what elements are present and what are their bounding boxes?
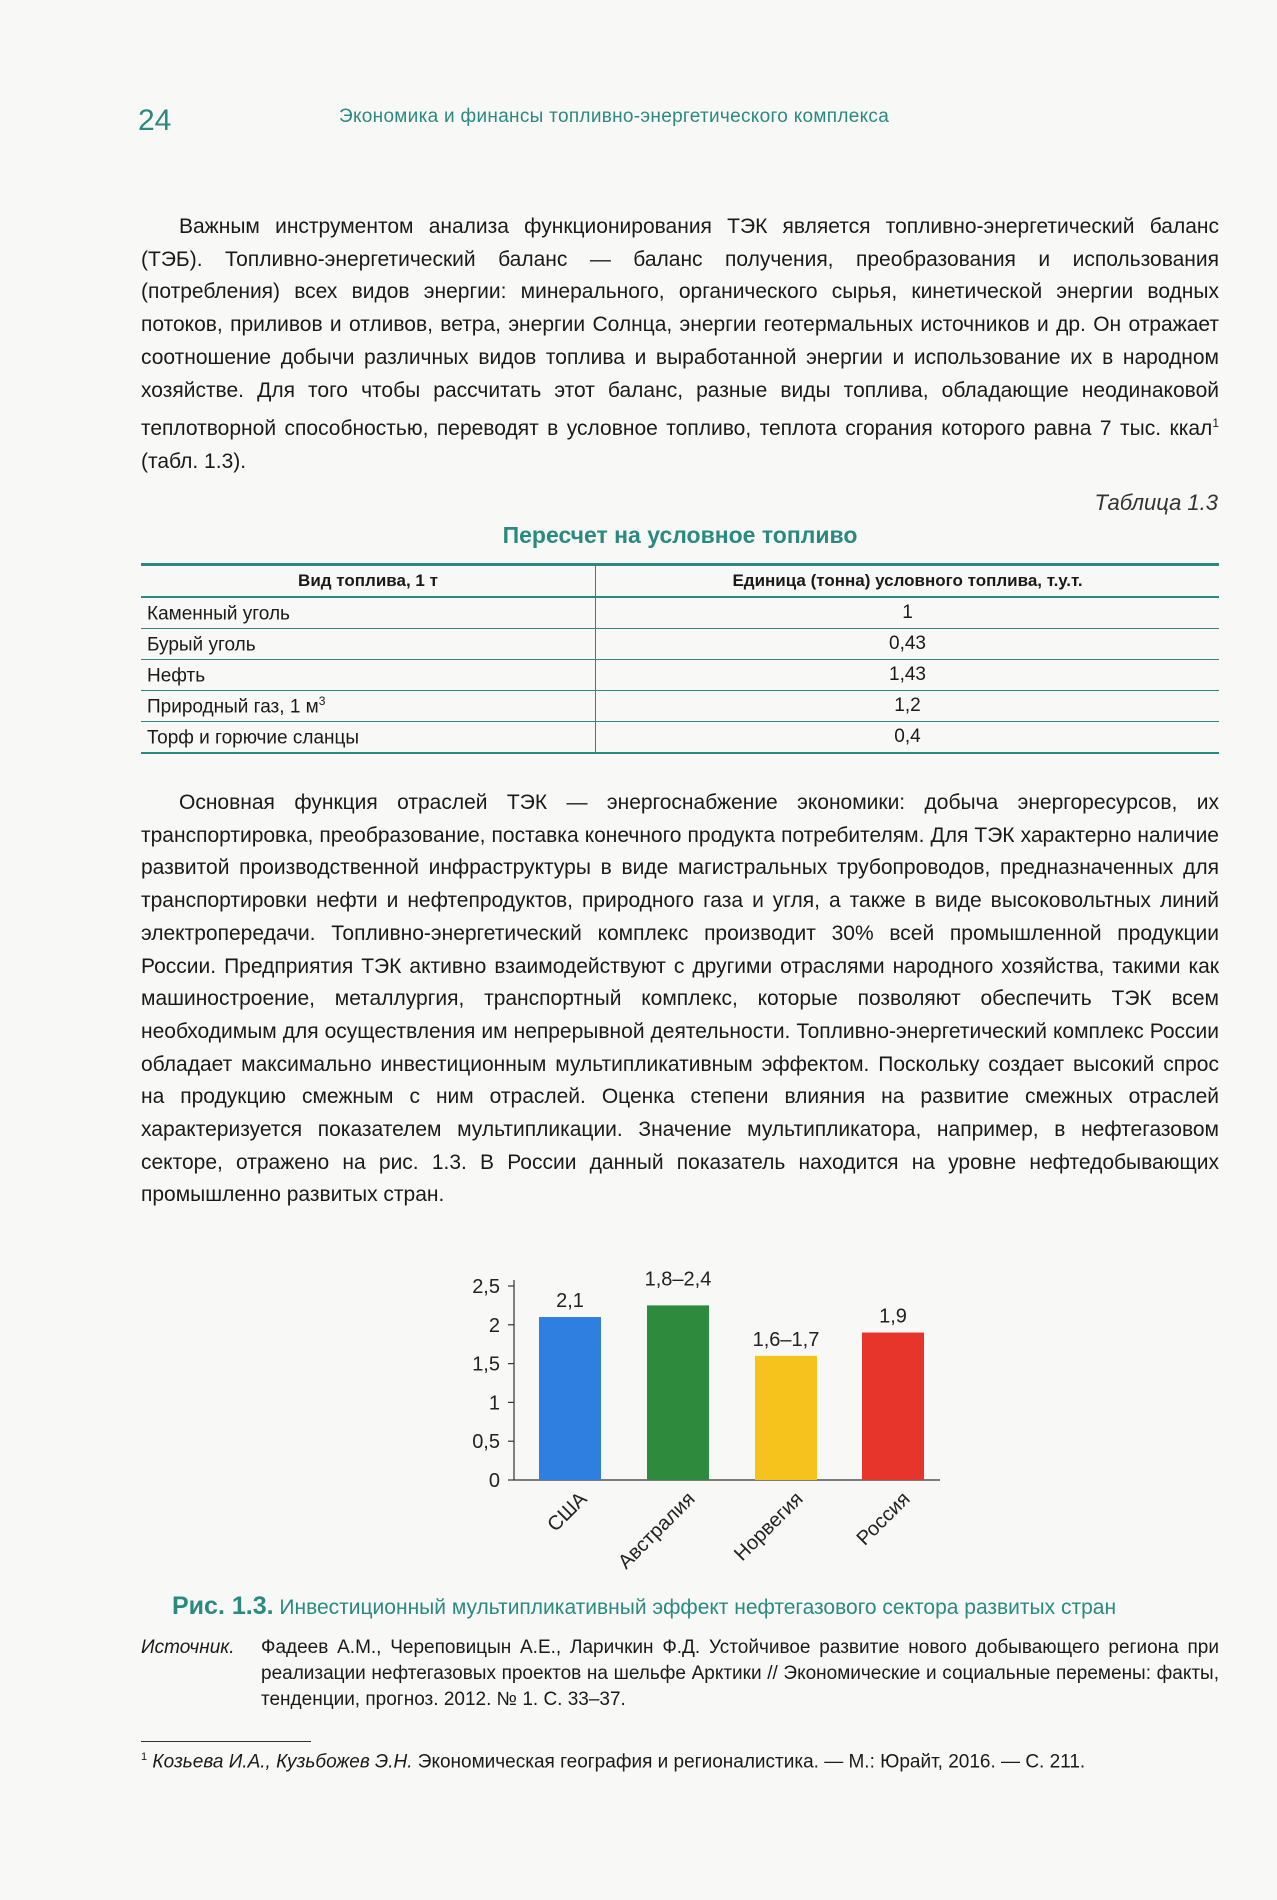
y-tick-label: 1,5 <box>472 1353 500 1376</box>
running-title: Экономика и финансы топливно-энергетического комплекса <box>339 106 890 127</box>
table-header-fuel: Вид топлива, 1 т <box>141 565 596 598</box>
fuel-conversion-table <box>141 563 1219 754</box>
figure-caption-text: Инвестиционный мультипликативный эффект нефтегазового сектора развитых стран <box>279 1596 1117 1619</box>
y-tick-label: 0,5 <box>472 1431 500 1454</box>
table-cell-fuel: Торф и горючие сланцы <box>141 722 596 754</box>
table-cell-value: 1,43 <box>596 660 1220 691</box>
multiplier-bar-chart <box>440 1268 960 1588</box>
figure-caption <box>172 1592 1116 1621</box>
table-cell-fuel: Каменный уголь <box>141 597 596 629</box>
paragraph-2-text: Основная функция отраслей ТЭК — энергоснабжение экономики: добыча энергоресурсов, их транспортировка, преобразование, поставка конечного продукта потребителям. Для ТЭК характерно наличие развитой производственной инфраструктуры в виде магистральных трубопроводов, предназначенных для транспортировки нефти и нефтепродуктов, природного газа и угля, а также в виде высоковольтных линий электропередачи. Топливно-энергетический комплекс производит 30% всей промышленной продукции России. Предприятия ТЭК активно взаимодействуют с другими отраслями народного хозяйства, такими как машиностроение, металлургия, транспортный комплекс, которые позволяют обеспечить ТЭК всем необходимым для осуществления им непрерывной деятельности. Топливно-энергетический комплекс России обладает максимально инвестиционным мультипликативным эффектом. Поскольку создает высокий спрос на продукцию смежным с ним отраслей. Оценка степени влияния на развитие смежных отраслей характеризуется показателем мультипликации. Значение мультипликатора, например, в нефтегазовом секторе, отражено на рис. 1.3. В России данный показатель находится на уровне нефтедобывающих промышленно развитых стран. <box>141 791 1219 1207</box>
chart-svg <box>440 1268 960 1588</box>
y-tick-label: 1 <box>488 1392 500 1415</box>
paragraph-1 <box>141 211 1219 479</box>
bar-value-label: 1,8–2,4 <box>644 1268 712 1291</box>
table-row <box>141 660 1219 691</box>
bar-2 <box>647 1305 709 1480</box>
table-cell-fuel: Природный газ, 1 $м^3$ <box>141 691 596 722</box>
bar-1 <box>539 1317 601 1480</box>
bar-value-label: 1,6–1,7 <box>752 1328 820 1351</box>
paragraph-2 <box>141 787 1219 1212</box>
bar-3 <box>755 1356 817 1480</box>
table-label: Таблица 1.3 <box>1094 490 1218 515</box>
table-row <box>141 597 1219 629</box>
y-tick-label: 2,5 <box>472 1276 500 1298</box>
table-cell-value: 0,43 <box>596 629 1220 660</box>
x-category-label: Россия <box>852 1487 915 1550</box>
footnote <box>141 1751 1085 1773</box>
table-title: Пересчет на условное топливо <box>502 522 858 548</box>
x-category-label: Австралия <box>614 1487 700 1574</box>
footnote-divider <box>141 1741 311 1742</box>
source-label: Источник. <box>141 1637 235 1658</box>
table-cell-value: 0,4 <box>596 722 1220 754</box>
table-row <box>141 629 1219 660</box>
footnote-mark: 1 <box>141 1751 148 1763</box>
bar-4 <box>862 1333 924 1480</box>
footnote-authors: Козьева И.А., Кузьбожев Э.Н. <box>152 1751 413 1773</box>
y-tick-label: 2 <box>488 1314 500 1337</box>
table-cell-value: 1,2 <box>596 691 1220 722</box>
page-number: 24 <box>138 104 172 137</box>
figure-source <box>141 1635 1219 1713</box>
paragraph-1-tail: (табл. 1.3). <box>141 449 247 473</box>
table-header-unit: Единица (тонна) условного топлива, т.у.т. <box>596 565 1220 598</box>
table-row <box>141 691 1219 722</box>
table-cell-value: 1 <box>596 597 1220 629</box>
table-cell-fuel: Бурый уголь <box>141 629 596 660</box>
y-tick-label: 0 <box>488 1470 500 1492</box>
figure-number: Рис. 1.3. <box>172 1592 274 1620</box>
table-header-row <box>141 565 1219 598</box>
table-row <box>141 722 1219 754</box>
x-category-label: Норвегия <box>730 1487 808 1566</box>
bar-value-label: 2,1 <box>556 1290 584 1313</box>
x-category-label: США <box>543 1487 592 1537</box>
footnote-text: Экономическая география и регионалистика. — М.: Юрайт, 2016. — С. 211. <box>412 1751 1086 1773</box>
table-cell-fuel: Нефть <box>141 660 596 691</box>
footnote-reference: 1 <box>1212 416 1219 431</box>
source-text: Фадеев А.М., Череповицын А.Е., Ларичкин Ф.Д. Устойчивое развитие нового добывающего региона при реализации нефтегазовых проектов на шельфе Арктики // Экономические и социальные перемены: факты, тенденции, прогноз. 2012. № 1. С. 33–37. <box>261 1637 1219 1710</box>
paragraph-1-text: Важным инструментом анализа функционирования ТЭК является топливно-энергетический баланс (ТЭБ). Топливно-энергетический баланс — баланс получения, преобразования и использования (потребления) всех видов энергии: минерального, органического сырья, кинетической энергии водных потоков, приливов и отливов, ветра, энергии Солнца, энергии геотермальных источников и др. Он отражает соотношение добычи различных видов топлива и выработанной энергии и использование их в народном хозяйстве. Для того чтобы рассчитать этот баланс, разные виды топлива, обладающие неодинаковой теплотворной способностью, переводят в условное топливо, теплота сгорания которого равна 7 тыс. ккал <box>141 215 1219 441</box>
bar-value-label: 1,9 <box>879 1305 907 1328</box>
